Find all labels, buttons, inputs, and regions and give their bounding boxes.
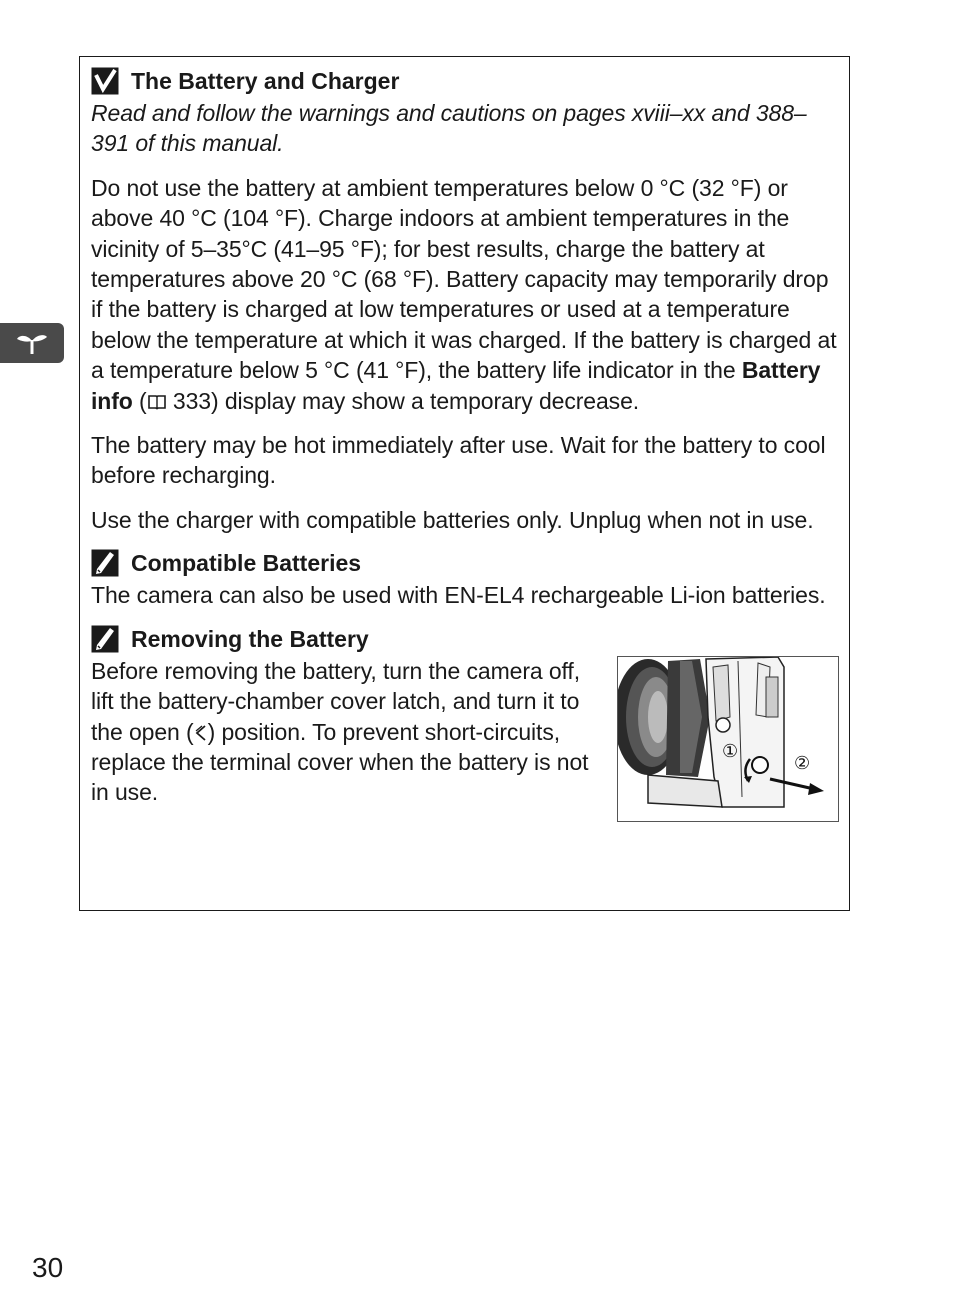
battery-charger-intro: Read and follow the warnings and cautions on pages xviii–xx and 388–391 of this manual. [91,100,807,157]
caution-check-icon [91,67,119,95]
book-reference-icon [147,393,167,411]
compatible-text: The camera can also be used with EN-EL4 rechargeable Li-ion batteries. [91,582,826,609]
compatible-heading [91,549,839,577]
battery-hot-paragraph: The battery may be hot immediately after use. Wait for the battery to cool before recharging. [91,432,826,489]
battery-charger-title: The Battery and Charger [131,68,400,94]
camera-drawing [618,657,838,821]
charger-compat-paragraph: Use the charger with compatible batteries only. Unplug when not in use. [91,506,814,533]
removing-heading [91,625,839,653]
sprout-icon [15,330,49,356]
compatible-title: Compatible Batteries [131,550,362,577]
battery-charger-heading [91,67,839,95]
battery-info-link[interactable]: Battery info [91,357,821,414]
battery-temperature-paragraph: Do not use the battery at ambient temperatures below 0 °C (32 °F) or above 40 °C (104 °F). Charge indoors at ambient temperatures in the vicinity of 5–35°C (41–95 °F); for best results, charge the battery at temperatures above 20 °C (68 °F). Battery capacity may temporarily drop if the battery is charged at low temperatures or used at a temperature below the temperature at which it was charged. If the battery is charged at a temperature below 5 °C (41 °F), the battery life indicator in the Battery info ( 333) display may show a temporary decrease. [91,174,837,414]
open-latch-icon [194,723,208,743]
removing-text: Before removing the battery, turn the camera off, lift the battery-chamber cover latch, and turn it to the open ( ) position. To prevent short-circuits, replace the terminal cover when the battery is not in use. [91,657,589,806]
step-label-2: ② [794,752,811,774]
camera-battery-illustration [617,656,839,822]
page-number: 30 [32,1252,64,1283]
section-tab[interactable] [0,323,64,363]
notes-box [79,56,850,911]
note-pencil-icon [91,625,119,653]
removing-title: Removing the Battery [131,625,369,652]
step-label-1: ① [722,740,739,762]
note-pencil-icon [91,549,119,577]
page-reference[interactable]: 333 [166,387,211,414]
